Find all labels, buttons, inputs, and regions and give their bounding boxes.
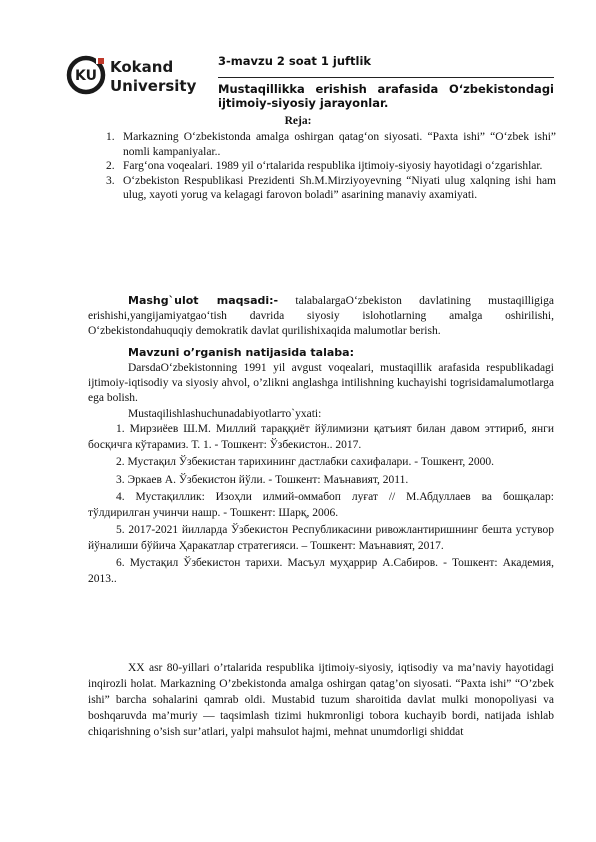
lesson-title: 3-mavzu 2 soat 1 juftlik — [218, 54, 372, 68]
logo-graphic — [66, 53, 206, 97]
lesson-goal-paragraph — [88, 293, 554, 339]
logo-text-line2: University — [110, 77, 197, 95]
learning-outcome-label: Mavzuni o’rganish natijasida talaba: — [128, 346, 354, 359]
bibliography-item: 5. 2017-2021 йилларда Ўзбекистон Республикасини ривожлантиришнинг бешта устувор йўналиши бўйича Ҳаракатлар стратегияси. – Тошкент: Маънавият, 2017. — [88, 524, 554, 552]
logo-text-line1: Kokand — [110, 58, 174, 76]
header-divider — [218, 77, 554, 78]
bibliography-item: 4. Мустақиллик: Изоҳли илмий-оммабоп луғат // М.Абдуллаев ва бошқалар: тўлдирилган учинчи нашр. - Тошкент: Шарқ, 2006. — [88, 491, 554, 519]
logo-accent-square — [98, 58, 104, 64]
plan-item-text: Markazning O‘zbekistonda amalga oshirgan qatag‘on siyosati. “Paxta ishi” “O‘zbek ishi” nomli kampaniyalar.. — [123, 131, 556, 158]
plan-item — [106, 159, 556, 174]
learning-outcome-text: DarsdaO‘zbekistonning 1991 yil avgust voqealari, mustaqillik arafasida respublikadagi ijtimoiy-iqtisodiy va siyosiy ahvol, o’zlikni anglashga intilishning kuchayishi togrisidamalumotlarga ega bolish. — [88, 362, 554, 404]
lesson-goal-text: talabalargaO‘zbekiston davlatining mustaqilligiga erishishi,yangijamiyatgao‘tish davrida siyosiy islohotlarning amalga oshirilishi, O‘zbekistondahuquqiy demokratik davlat qurilishixaqida malumotlar berish. — [88, 295, 554, 337]
plan-item — [106, 130, 556, 159]
plan-item-number: 2. — [106, 160, 115, 172]
plan-item-number: 1. — [106, 131, 115, 143]
plan-item-number: 3. — [106, 174, 115, 187]
plan-item — [106, 174, 556, 203]
lesson-topic: Mustaqillikka erishish arafasida O‘zbekistondagi ijtimoiy-siyosiy jarayonlar. — [218, 82, 554, 110]
closing-paragraph: XX asr 80-yillari o’rtalarida respublika ijtimoiy-siyosiy, iqtisodiy va ma’naviy hayotidagi inqirozli holat. Markazning O’zbekistonda amalga oshirgan qatag’on siyosati. “Paxta ishi” “O’zbek ishi” barcha sohalarini qamrab oldi. Mustabid tuzum sharoitida davlat mulki monopoliyasi va boshqaruvda ma’muriy — taqsimlash tizimi hukmronligi tobora kuchayib bordi, natijada ishlab chiqarishning o’sish sur’atlari, yalpi mahsulot hajmi, mehnat unumdorligi shiddat — [88, 662, 554, 738]
bibliography-item: 3. Эркаев А. Ўзбекистон йўли. - Тошкент: Маънавият, 2011. — [116, 473, 409, 486]
bibliography-item: 6. Мустақил Ўзбекистон тарихи. Масъул муҳаррир А.Сабиров. - Тошкент: Академия, 2013.. — [88, 557, 554, 585]
logo-mark: KU — [75, 68, 97, 84]
bibliography-item: 1. Мирзиёев Ш.М. Миллий тараққиёт йўлимизни қатъият билан давом эттириб, янги босқичга кўтарамиз. Т. 1. - Тошкент: Ўзбекистон.. 2017. — [88, 423, 554, 451]
kokand-university-logo — [66, 53, 206, 97]
plan-item-text: Farg‘ona voqealari. 1989 yil o‘rtalarida respublika ijtimoiy-siyosiy hayotidagi o‘zgarishlar. — [123, 160, 543, 172]
bibliography-heading: Mustaqilishlashuchunadabiyotlarто`yxati: — [128, 408, 322, 420]
bibliography-item: 2. Мустақил Ўзбекистан тарихининг дастлабки сахифалари. - Тошкент, 2000. — [116, 456, 495, 468]
plan-heading: Reja: — [284, 115, 312, 127]
plan-list — [106, 130, 556, 203]
bibliography-list — [88, 422, 554, 589]
plan-item-text: O‘zbekiston Respublikasi Prezidenti Sh.M.Mirziyoyevning “Niyati ulug xalqning ishi ham ulug, xayoti yorug va kelagagi farovon boladi” asarining manaviy axamiyati. — [123, 174, 556, 201]
lesson-goal-label: Mashg`ulot maqsadi:- — [128, 294, 279, 307]
